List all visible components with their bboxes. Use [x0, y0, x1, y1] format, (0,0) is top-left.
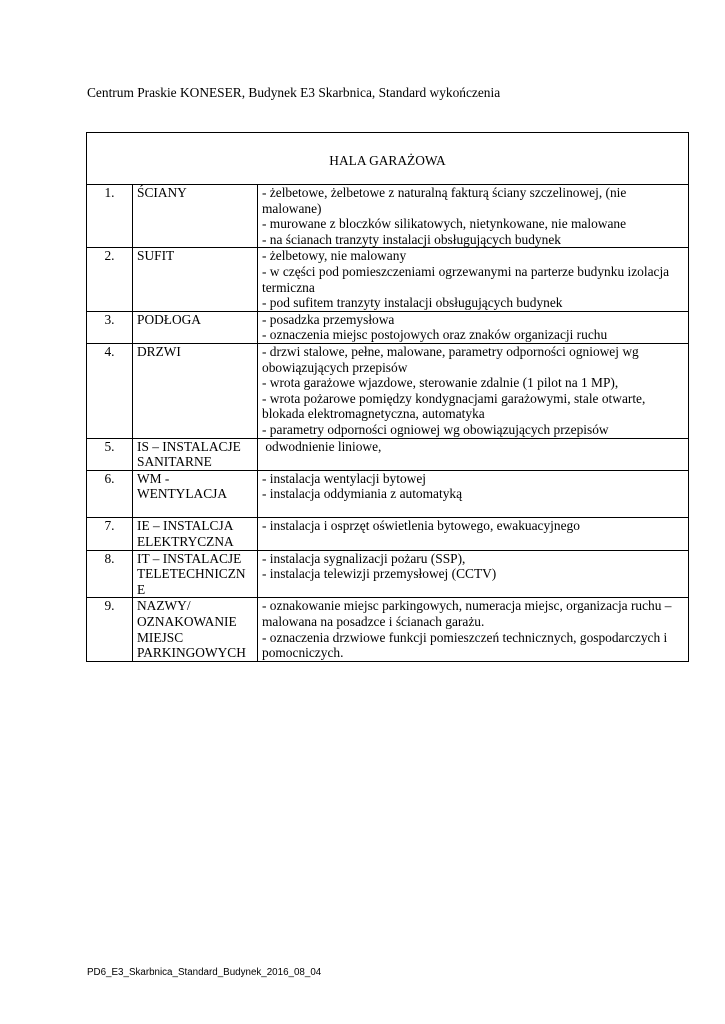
description-line: - wrota pożarowe pomiędzy kondygnacjami garażowymi, stale otwarte, blokada elektromagnetyczna, automatyka: [262, 390, 646, 422]
description-line: - instalacja sygnalizacji pożaru (SSP),: [262, 550, 466, 566]
description-line: - oznaczenia miejsc postojowych oraz znaków organizacji ruchu: [262, 327, 608, 343]
category-line: MIEJSC: [137, 629, 184, 645]
description-line: - instalacja i osprzęt oświetlenia bytowego, ewakuacyjnego: [262, 518, 580, 534]
category-line: SUFIT: [137, 248, 175, 264]
row-description: [258, 248, 689, 311]
row-number: 2.: [87, 248, 133, 311]
table-row: [87, 248, 689, 311]
category-line: WM -: [137, 470, 170, 486]
row-description: [258, 343, 689, 438]
row-description: [258, 470, 689, 518]
table-row: [87, 550, 689, 598]
row-category: [133, 598, 258, 661]
description-line: - wrota garażowe wjazdowe, sterowanie zdalnie (1 pilot na 1 MP),: [262, 375, 619, 391]
row-description: [258, 185, 689, 248]
table-row: [87, 518, 689, 550]
row-number: 1.: [87, 185, 133, 248]
table-row: [87, 343, 689, 438]
description-line: - instalacja oddymiania z automatyką: [262, 486, 463, 502]
category-line: NAZWY/: [137, 598, 191, 614]
category-line: E: [137, 581, 146, 597]
description-line: - posadzka przemysłowa: [262, 311, 395, 327]
row-category: [133, 470, 258, 518]
category-line: TELETECHNICZN: [137, 566, 246, 582]
row-category: [133, 248, 258, 311]
description-line: odwodnienie liniowe,: [262, 438, 382, 454]
spec-table: [86, 132, 689, 662]
category-line: WENTYLACJA: [137, 486, 228, 502]
description-line: - murowane z bloczków silikatowych, nietynkowane, nie malowane: [262, 216, 627, 232]
category-line: OZNAKOWANIE: [137, 614, 237, 630]
blank-line: [137, 502, 253, 518]
description-line: - na ścianach tranzyty instalacji obsługujących budynek: [262, 231, 561, 247]
table-row: [87, 598, 689, 661]
description-line: - żelbetowy, nie malowany: [262, 248, 407, 264]
category-line: ELEKTRYCZNA: [137, 534, 234, 550]
description-line: - drzwi stalowe, pełne, malowane, parametry odporności ogniowej wg obowiązujących przepisów: [262, 343, 639, 375]
table-row: [87, 311, 689, 343]
description-line: - instalacja telewizji przemysłowej (CCTV): [262, 566, 497, 582]
description-line: - parametry odporności ogniowej wg obowiązujących przepisów: [262, 421, 609, 437]
row-description: [258, 550, 689, 598]
category-line: PARKINGOWYCH: [137, 645, 246, 661]
table-title-row: [87, 133, 689, 185]
category-line: SANITARNE: [137, 454, 212, 470]
description-line: - żelbetowe, żelbetowe z naturalną fakturą ściany szczelinowej, (nie malowane): [262, 185, 627, 216]
row-description: [258, 438, 689, 470]
category-line: DRZWI: [137, 343, 181, 359]
row-category: [133, 185, 258, 248]
description-line: - instalacja wentylacji bytowej: [262, 470, 426, 486]
description-line: - oznaczenia drzwiowe funkcji pomieszczeń technicznych, gospodarczych i pomocniczych.: [262, 629, 668, 661]
row-number: 7.: [87, 518, 133, 550]
row-number: 9.: [87, 598, 133, 661]
document-header: Centrum Praskie KONESER, Budynek E3 Skarbnica, Standard wykończenia: [87, 85, 501, 100]
category-line: ŚCIANY: [137, 185, 187, 200]
category-line: IS – INSTALACJE: [137, 438, 241, 454]
row-category: [133, 518, 258, 550]
table-row: [87, 185, 689, 248]
row-description: [258, 598, 689, 661]
table-row: [87, 438, 689, 470]
row-category: [133, 438, 258, 470]
row-description: [258, 518, 689, 550]
description-line: - pod sufitem tranzyty instalacji obsługujących budynek: [262, 295, 563, 311]
category-line: IE – INSTALCJA: [137, 518, 234, 534]
document-footer: PD6_E3_Skarbnica_Standard_Budynek_2016_08_04: [87, 967, 322, 978]
row-category: [133, 550, 258, 598]
category-line: PODŁOGA: [137, 311, 201, 327]
row-description: [258, 311, 689, 343]
table-row: [87, 470, 689, 518]
category-line: IT – INSTALACJE: [137, 550, 242, 566]
row-number: 8.: [87, 550, 133, 598]
table-title: HALA GARAŻOWA: [87, 133, 689, 185]
row-category: [133, 343, 258, 438]
row-number: 6.: [87, 470, 133, 518]
row-category: [133, 311, 258, 343]
description-line: - w części pod pomieszczeniami ogrzewanymi na parterze budynku izolacja termiczna: [262, 263, 670, 295]
description-line: - oznakowanie miejsc parkingowych, numeracja miejsc, organizacja ruchu – malowana na posadzce i ścianach garażu.: [262, 598, 672, 630]
row-number: 3.: [87, 311, 133, 343]
row-number: 5.: [87, 438, 133, 470]
row-number: 4.: [87, 343, 133, 438]
